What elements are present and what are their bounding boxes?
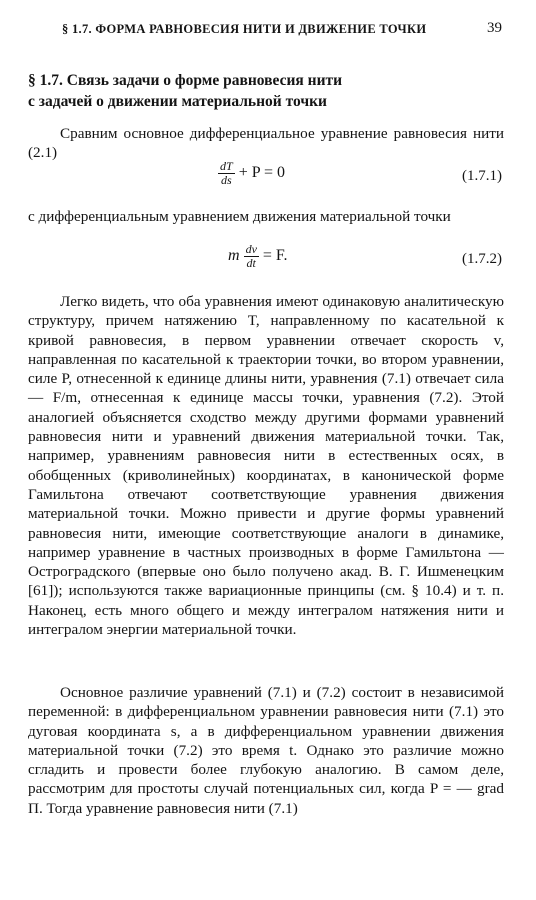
equation-2-rest: = F. [258,247,288,265]
intro-paragraph [28,124,504,163]
equation-1-body [218,160,285,187]
equation-1-rest: + P = 0 [234,164,286,182]
running-head: § 1.7. ФОРМА РАВНОВЕСИЯ НИТИ И ДВИЖЕНИЕ ТОЧКИ [62,22,427,36]
equation-2 [28,243,502,277]
page-number: 39 [487,20,502,36]
intro-text: Сравним основное дифференциальное уравнение равновесия нити (2.1) [28,125,504,162]
equation-1-numerator: dT [220,159,233,173]
equation-2-numerator: dv [245,242,257,256]
paragraph-difference-text: Основное различие уравнений (7.1) и (7.2) состоит в независимой переменной: в дифференциальном уравнении равновесия нити (7.1) это дуговая координата s, а в дифференциальном уравнении движения материальной точки (7.2) это время t. Однако это различие можно сгладить и провести более глубокую аналогию. В самом деле, рассмотрим для простоты случай потенциальных сил, когда P = — grad П. Тогда уравнение равновесия нити (7.1) [28,684,504,817]
section-heading [28,70,508,112]
equation-1-number: (1.7.1) [462,168,502,184]
mid-paragraph [28,207,504,226]
section-title-line-2: с задачей о движении материальной точки [28,93,327,110]
equation-2-denominator: dt [246,256,256,270]
section-title-line-1: § 1.7. Связь задачи о форме равновесия нити [28,72,343,89]
paragraph-analogy [28,292,504,639]
mid-text: с дифференциальным уравнением движения материальной точки [28,208,451,225]
equation-1-fraction [218,160,235,187]
equation-2-lead: m [228,247,244,265]
equation-2-body [228,243,288,270]
equation-1-denominator: ds [221,173,232,187]
paragraph-analogy-text: Легко видеть, что оба уравнения имеют одинаковую аналитическую структуру, причем натяжению T, направленному по касательной к кривой равновесия, в первом уравнении отвечает скорость v, направленная по касательной к траектории точки, во втором уравнении, силе P, отнесенной к единице длины нити, уравнения (7.1) отвечает сила — F/m, отнесенная к единице массы точки, уравнения (7.2). Этой аналогией объясняется сходство между другими формами уравнений равновесия нити и уравнений движения материальной точки. Так, например, уравнениям равновесия нити в естественных осях, в обобщенных (криволинейных) координатах, в канонической форме Гамильтона отвечают соответствующие уравнения движения материальной точки. Можно привести и другие формы уравнений равновесия нити, имеющие соответствующие аналоги в динамике, например уравнение в частных производных в форме Гамильтона — Остроградского (впервые оно было получено акад. В. Г. Ишменецким [61]); используются также вариационные принципы (см. § 10.4) и т. п. Наконец, есть много общего и между интегралом натяжения нити и интегралом энергии материальной точки. [28,293,504,639]
equation-1 [28,160,502,194]
equation-2-fraction [244,243,259,270]
paragraph-difference [28,683,504,818]
equation-2-number: (1.7.2) [462,251,502,267]
